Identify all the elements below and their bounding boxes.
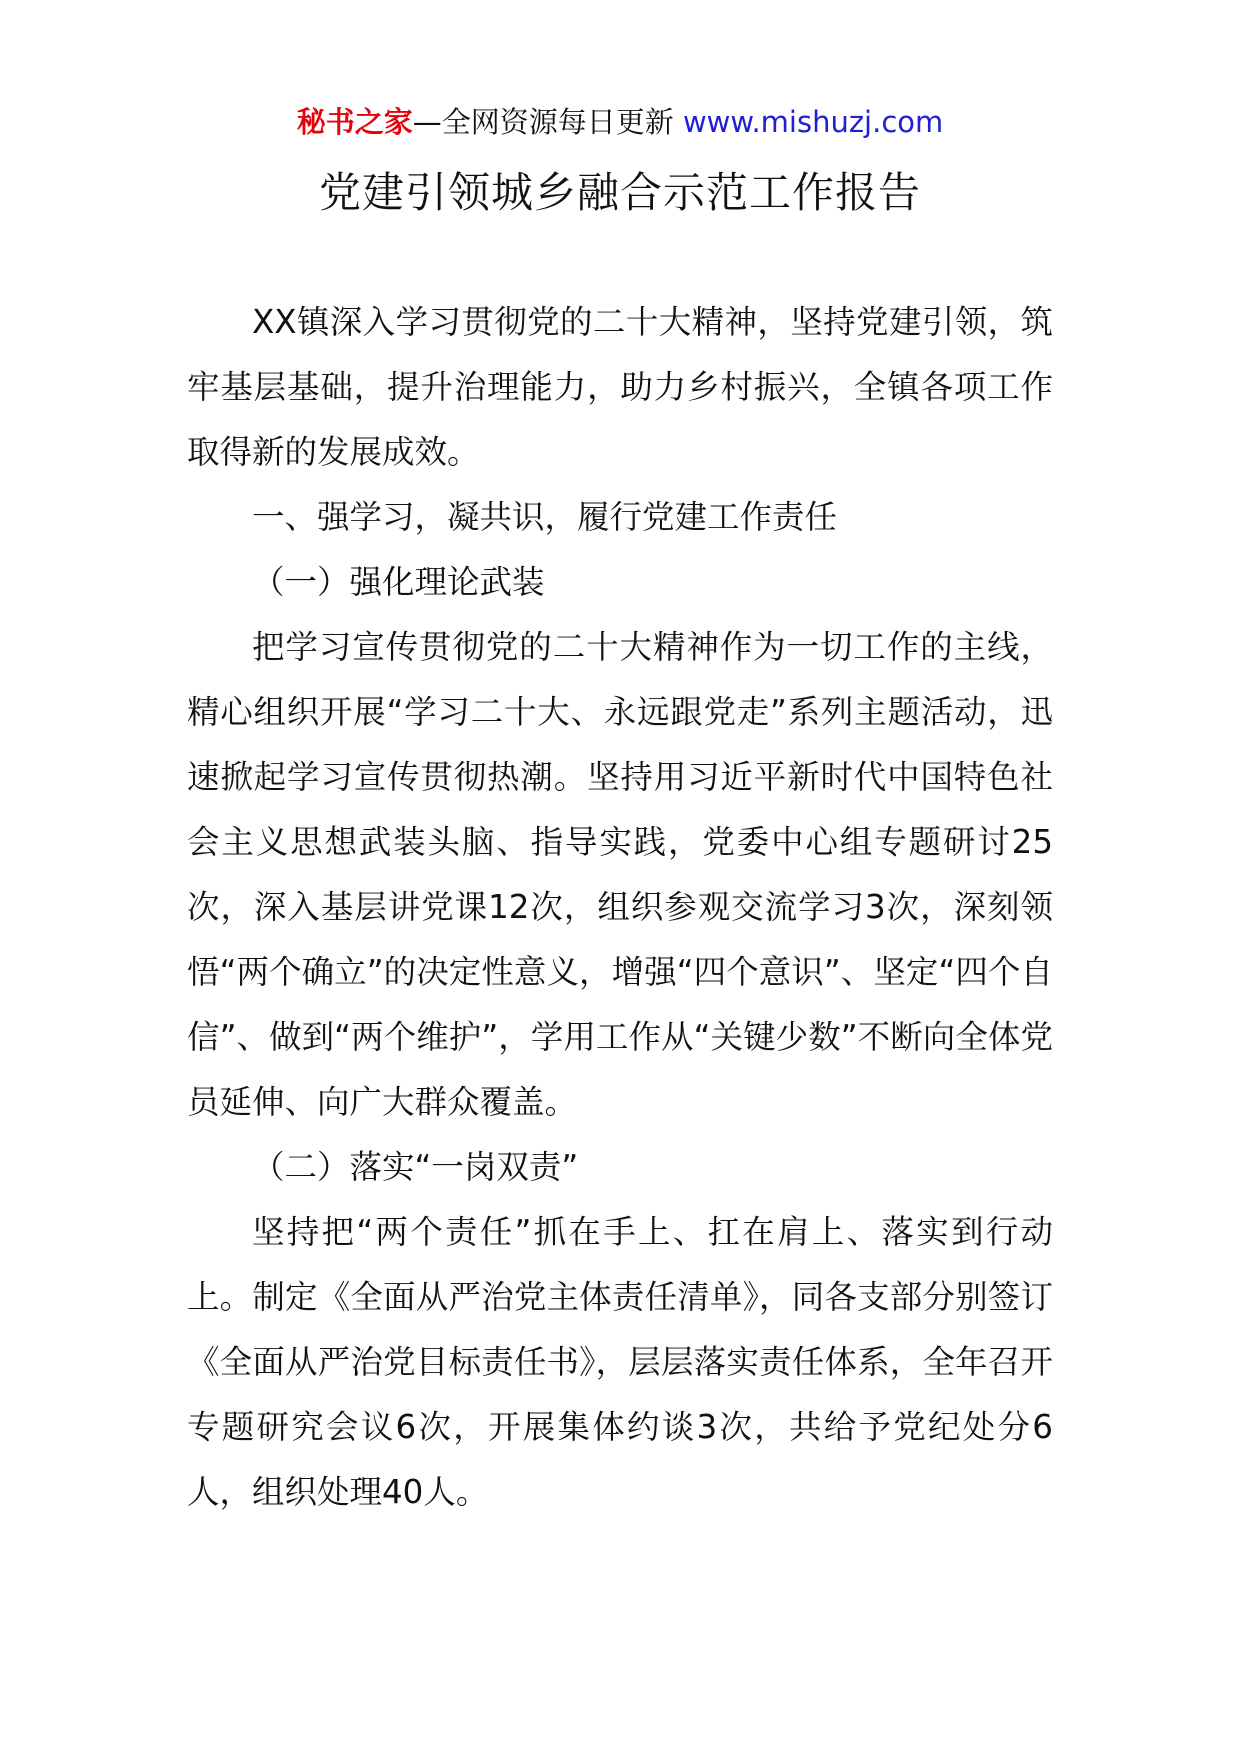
intro-paragraph: XX镇深入学习贯彻党的二十大精神，坚持党建引领，筑牢基层基础，提升治理能力，助力乡村振兴，全镇各项工作取得新的发展成效。 <box>187 303 1053 471</box>
subsection-heading-1: （一）强化理论武装 <box>252 563 545 601</box>
body-paragraph-1: 把学习宣传贯彻党的二十大精神作为一切工作的主线，精心组织开展“学习二十大、永远跟党走”系列主题活动，迅速掀起学习宣传贯彻热潮。坚持用习近平新时代中国特色社会主义思想武装头脑、指导实践，党委中心组专题研讨25次，深入基层讲党课12次，组织参观交流学习3次，深刻领悟“两个确立”的决定性意义，增强“四个意识”、坚定“四个自信”、做到“两个维护”，学用工作从“关键少数”不断向全体党员延伸、向广大群众覆盖。 <box>187 628 1053 1121</box>
brand-name: 秘书之家 <box>296 105 413 139</box>
subsection-heading-2: （二）落实“一岗双责” <box>252 1148 579 1186</box>
body-paragraph-2: 坚持把“两个责任”抓在手上、扛在肩上、落实到行动上。制定《全面从严治党主体责任清单》，同各支部分别签订《全面从严治党目标责任书》，层层落实责任体系，全年召开专题研究会议6次，开展集体约谈3次，共给予党纪处分6人，组织处理40人。 <box>187 1213 1053 1511</box>
section-heading-1: 一、强学习，凝共识，履行党建工作责任 <box>252 498 838 536</box>
document-body <box>187 290 1053 1525</box>
site-tagline: —全网资源每日更新 <box>412 105 683 139</box>
site-url-link[interactable]: www.mishuzj.com <box>682 105 944 139</box>
document-title: 党建引领城乡融合示范工作报告 <box>318 168 921 217</box>
site-header <box>0 102 1240 142</box>
